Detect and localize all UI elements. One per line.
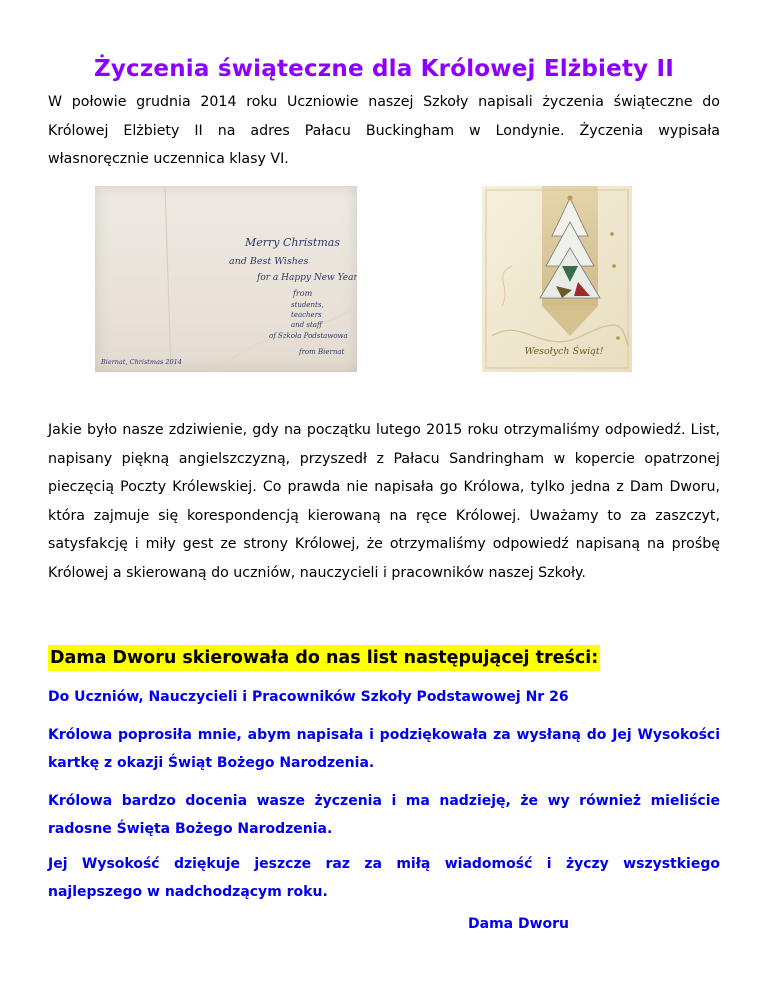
letter-salutation: Do Uczniów, Nauczycieli i Pracowników Szkoły Podstawowej Nr 26 xyxy=(48,689,569,705)
handwritten-line: of Szkoła Podstawowa xyxy=(269,332,348,340)
card-greeting-text: Wesołych Świąt! xyxy=(524,346,604,357)
story-paragraph: Jakie było nasze zdziwienie, gdy na początku lutego 2015 roku otrzymaliśmy odpowiedź. List, napisany piękną angielszczyzną, przyszedł z Pałacu Sandringham w kopercie opatrzonej pieczęcią Poczty Królewskiej. Co prawda nie napisała go Królowa, tylko jedna z Dam Dworu, która zajmuje się korespondencją kierowaną na ręce Królowej. Uważamy to za zaszczyt, satysfakcję i miły gest ze strony Królowej, że otrzymaliśmy odpowiedź napisaną na prośbę Królowej a skierowaną do uczniów, nauczycieli i pracowników naszej Szkoły. xyxy=(48,422,720,581)
intro-paragraph: W połowie grudnia 2014 roku Uczniowie naszej Szkoły napisali życzenia świąteczne do Królowej Elżbiety II na adres Pałacu Buckingham w Londynie. Życzenia wypisała własnoręcznie uczennica klasy VI. xyxy=(48,94,720,167)
letter-signature: Dama Dworu xyxy=(468,916,570,932)
handwritten-line: for a Happy New Year xyxy=(257,273,357,283)
letter-heading: Dama Dworu skierowała do nas list następującej treści: xyxy=(48,645,600,671)
card-inside-photo xyxy=(95,186,357,372)
card-front-photo xyxy=(482,186,632,372)
handwritten-line: and Best Wishes xyxy=(229,256,309,267)
handwritten-line: students, xyxy=(291,301,324,309)
handwritten-line: from xyxy=(293,289,313,298)
letter-paragraph-2: Królowa bardzo docenia wasze życzenia i ma nadzieję, że wy również mieliście radosne Święta Bożego Narodzenia. xyxy=(48,793,720,837)
handwriting-illustration xyxy=(95,186,357,372)
letter-paragraph-1: Królowa poprosiła mnie, abym napisała i podziękowała za wysłaną do Jej Wysokości kartkę z okazji Świąt Bożego Narodzenia. xyxy=(48,727,720,771)
christmas-card-illustration xyxy=(482,186,632,372)
handwritten-line: Biernat, Christmas 2014 xyxy=(101,358,182,366)
handwritten-line: from Biernat xyxy=(299,348,345,356)
handwritten-line: teachers xyxy=(291,311,322,319)
handwritten-line: Merry Christmas xyxy=(245,236,340,249)
handwritten-line: and staff xyxy=(291,321,322,329)
page-title: Życzenia świąteczne dla Królowej Elżbiety II xyxy=(93,56,675,82)
letter-paragraph-3: Jej Wysokość dziękuje jeszcze raz za miłą wiadomość i życzy wszystkiego najlepszego w nadchodzącym roku. xyxy=(48,856,720,900)
